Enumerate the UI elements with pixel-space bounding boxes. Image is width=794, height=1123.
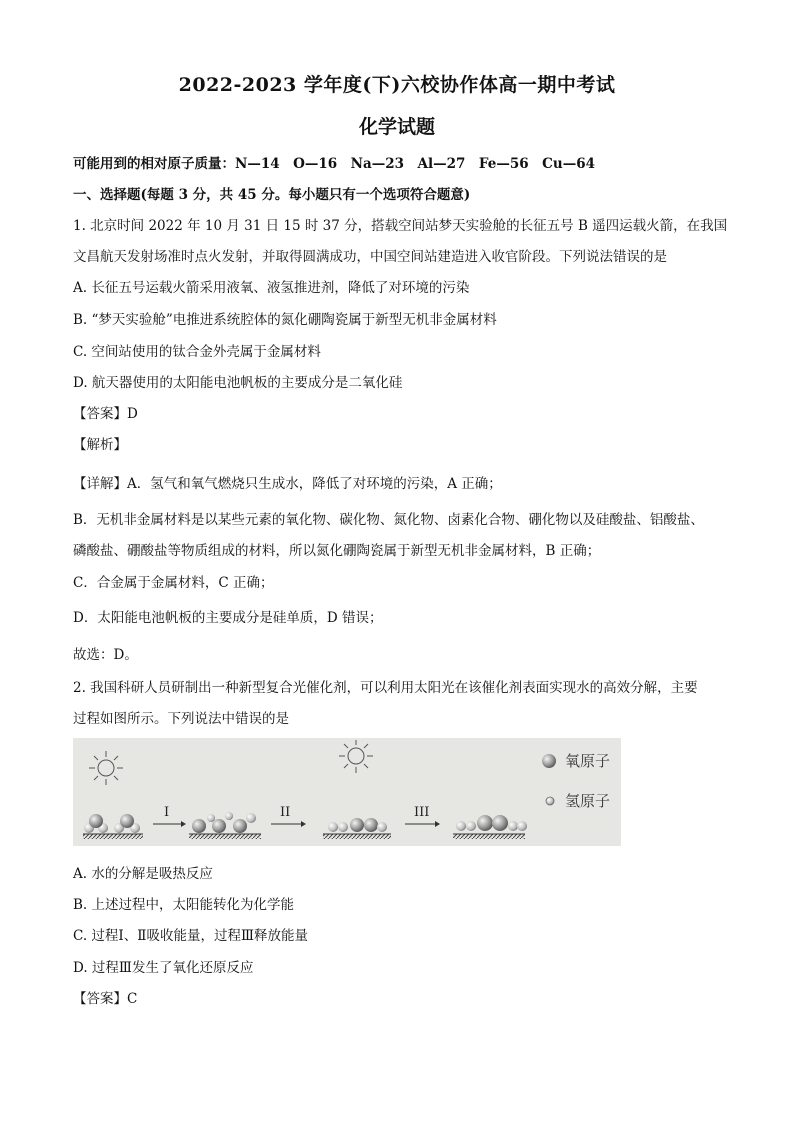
- detail-a-text: A．氢气和氧气燃烧只生成水，降低了对环境的污染，A 正确；: [127, 476, 502, 492]
- q1-stem-line1: 1. 北京时间 2022 年 10 月 31 日 15 时 37 分，搭载空间站梦天实验舱的长征五号 B 遥四运载火箭，在我国: [73, 218, 728, 234]
- answer-tag: 【答案】: [73, 406, 127, 422]
- catalyst-surface: [323, 834, 391, 839]
- detail-tag: 【详解】: [73, 476, 127, 492]
- step-2-label: II: [280, 805, 291, 820]
- atomic-masses: 可能用到的相对原子质量：N—14 O—16 Na—23 Al—27 Fe—56 Cu—64: [73, 156, 596, 172]
- q1-option-a: A. 长征五号运载火箭采用液氧、液氢推进剂，降低了对环境的污染: [73, 280, 470, 296]
- catalyst-surface: [83, 834, 143, 839]
- q1-detail-a: [73, 472, 502, 492]
- catalyst-surface: [453, 834, 525, 839]
- q1-detail-b1: B．无机非金属材料是以某些元素的氧化物、碳化物、氮化物、卤素化合物、硼化物以及硅酸盐、铝酸盐、: [73, 512, 704, 528]
- q1-option-c: C. 空间站使用的钛合金外壳属于金属材料: [73, 344, 321, 360]
- q1-stem-line2: 文昌航天发射场准时点火发射，并取得圆满成功，中国空间站建造进入收官阶段。下列说法错误的是: [73, 249, 667, 265]
- q2-option-b: B. 上述过程中，太阳能转化为化学能: [73, 897, 295, 913]
- q2-option-d: D. 过程Ⅲ发生了氧化还原反应: [73, 960, 254, 976]
- q1-detail-d: D．太阳能电池帆板的主要成分是硅单质，D 错误；: [73, 610, 383, 626]
- q2-answer: [73, 987, 137, 1007]
- legend-oxygen-label: 氧原子: [565, 752, 611, 770]
- q1-option-b: B. “梦天实验舱”电推进系统腔体的氮化硼陶瓷属于新型无机非金属材料: [73, 312, 497, 328]
- q1-analysis-tag: 【解析】: [73, 437, 127, 453]
- legend-hydrogen-label: 氢原子: [565, 792, 611, 810]
- answer-value: C: [127, 991, 138, 1007]
- water-splitting-figure: [73, 738, 621, 846]
- q1-conclusion: 故选：D。: [73, 647, 138, 663]
- oxygen-atom-icon: [542, 754, 556, 768]
- catalyst-surface: [189, 834, 261, 839]
- q1-option-d: D. 航天器使用的太阳能电池帆板的主要成分是二氧化硅: [73, 375, 403, 391]
- q2-option-a: A. 水的分解是吸热反应: [73, 866, 213, 882]
- q2-stem-line1: 2. 我国科研人员研制出一种新型复合光催化剂，可以利用太阳光在该催化剂表面实现水的高效分解，主要: [73, 680, 698, 696]
- answer-tag: 【答案】: [73, 991, 127, 1007]
- step-1-label: I: [164, 805, 170, 820]
- q1-detail-b2: 磷酸盐、硼酸盐等物质组成的材料，所以氮化硼陶瓷属于新型无机非金属材料，B 正确；: [73, 543, 601, 559]
- exam-title: 2022-2023 学年度(下)六校协作体高一期中考试: [178, 74, 616, 96]
- hydrogen-atom-icon: [546, 797, 554, 805]
- step-3-label: III: [414, 805, 430, 820]
- section-heading: 一、选择题(每题 3 分，共 45 分。每小题只有一个选项符合题意): [73, 187, 471, 203]
- q2-option-c: C. 过程Ⅰ、Ⅱ吸收能量，过程Ⅲ释放能量: [73, 928, 308, 944]
- subject-title: 化学试题: [358, 116, 435, 138]
- q2-stem-line2: 过程如图所示。下列说法中错误的是: [73, 711, 289, 727]
- answer-value: D: [127, 406, 138, 422]
- q1-answer: [73, 402, 138, 422]
- q1-detail-c: C．合金属于金属材料，C 正确；: [73, 575, 274, 591]
